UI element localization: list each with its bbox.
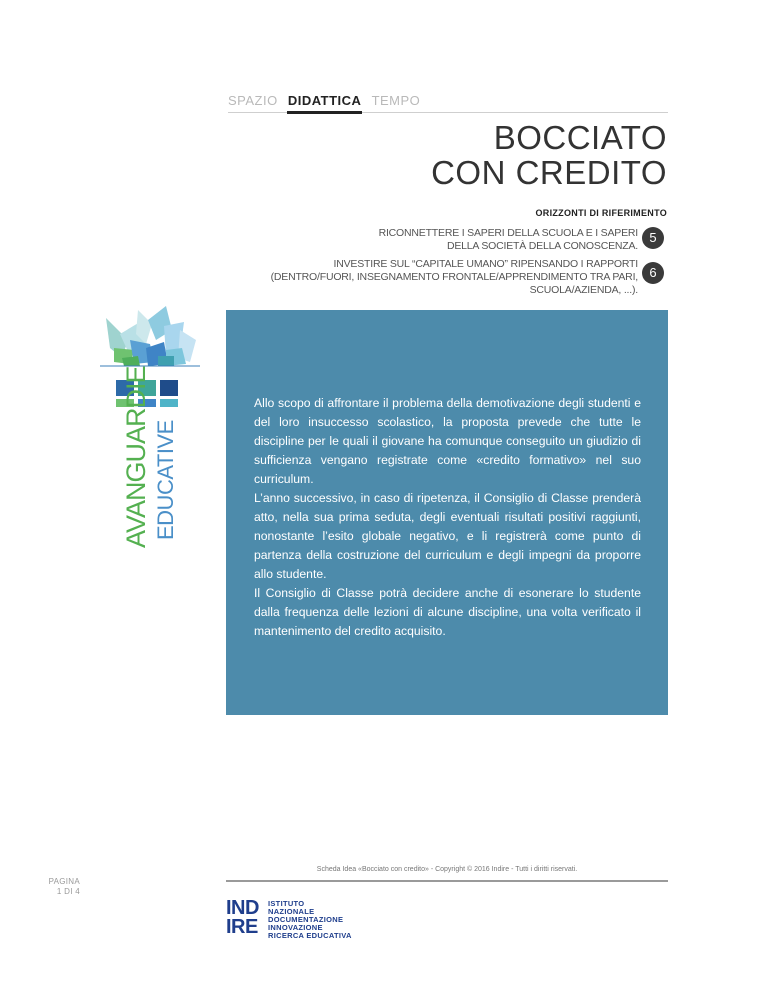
orizzonte-text: DELLA SOCIETÀ DELLA CONOSCENZA.	[446, 240, 638, 252]
description-text	[254, 394, 641, 641]
title-line-1: BOCCIATO	[493, 119, 667, 156]
orizzonte-item	[379, 227, 638, 253]
description-paragraph: Il Consiglio di Classe potrà decidere anche di esonerare lo studente dalla frequenza delle lezioni di alcune discipline, una volta verificato il mantenimento del credito acquisito.	[254, 586, 641, 638]
indire-name-line: NAZIONALE	[268, 907, 315, 916]
orizzonte-item	[271, 258, 638, 297]
tab-didattica[interactable]: DIDATTICA	[287, 93, 362, 108]
orizzonti-heading: ORIZZONTI DI RIFERIMENTO	[535, 208, 667, 218]
orizzonte-text: (DENTRO/FUORI, INSEGNAMENTO FRONTALE/APPRENDIMENTO TRA PARI,	[270, 271, 638, 283]
page-label: PAGINA	[48, 877, 80, 886]
logo-word-avanguardie: AVANGUARDIE	[121, 366, 151, 548]
copyright-note: Scheda Idea «Bocciato con credito» - Copyright © 2016 Indire - Tutti i diritti riservati.	[316, 866, 578, 873]
tab-spazio[interactable]: SPAZIO	[228, 93, 278, 108]
footer-divider	[226, 880, 668, 882]
orizzonte-number-badge: 5	[642, 227, 664, 249]
avanguardie-educative-logo	[100, 300, 205, 560]
indire-logo-icon	[226, 899, 264, 937]
indire-name-line: DOCUMENTAZIONE	[268, 915, 344, 924]
page-count: 1 DI 4	[56, 887, 80, 896]
logo-word-educative: EDUCATIVE	[153, 420, 178, 540]
indire-name-line: INNOVAZIONE	[268, 923, 323, 932]
indire-mark-line: IRE	[226, 916, 258, 938]
tab-tempo[interactable]: TEMPO	[371, 93, 421, 108]
title-line-2: CON CREDITO	[431, 154, 667, 191]
logo-shards-icon	[100, 306, 200, 366]
active-tab-underline	[287, 111, 362, 114]
orizzonte-number-badge: 6	[642, 262, 664, 284]
orizzonte-text: INVESTIRE SUL “CAPITALE UMANO” RIPENSANDO I RAPPORTI	[333, 258, 638, 270]
description-paragraph: L’anno successivo, in caso di ripetenza, il Consiglio di Classe prenderà atto, nella sua prima seduta, degli eventuali risultati positivi raggiunti, nonostante l’esito globale negativo, e li registrerà come punto di partenza della costruzione del curriculum e degli impegni da proporre allo studente.	[254, 491, 641, 581]
page-title	[431, 120, 667, 190]
page-number	[49, 877, 80, 897]
indire-full-name	[268, 900, 352, 940]
orizzonte-text: SCUOLA/AZIENDA, ...).	[529, 284, 638, 296]
indire-name-line: RICERCA EDUCATIVA	[268, 931, 352, 940]
indire-mark-line: IND	[226, 897, 259, 919]
orizzonte-text: RICONNETTERE I SAPERI DELLA SCUOLA E I SAPERI	[378, 227, 638, 239]
description-paragraph: Allo scopo di affrontare il problema della demotivazione degli studenti e del loro insuccesso scolastico, la proposta prevede che tutte le discipline per le quali il giovane ha comunque conseguito un giudizio di sufficienza vengano registrate come «credito formativo» nel suo curriculum.	[254, 396, 641, 486]
indire-name-line: ISTITUTO	[268, 899, 305, 908]
idea-description-panel	[226, 310, 668, 715]
